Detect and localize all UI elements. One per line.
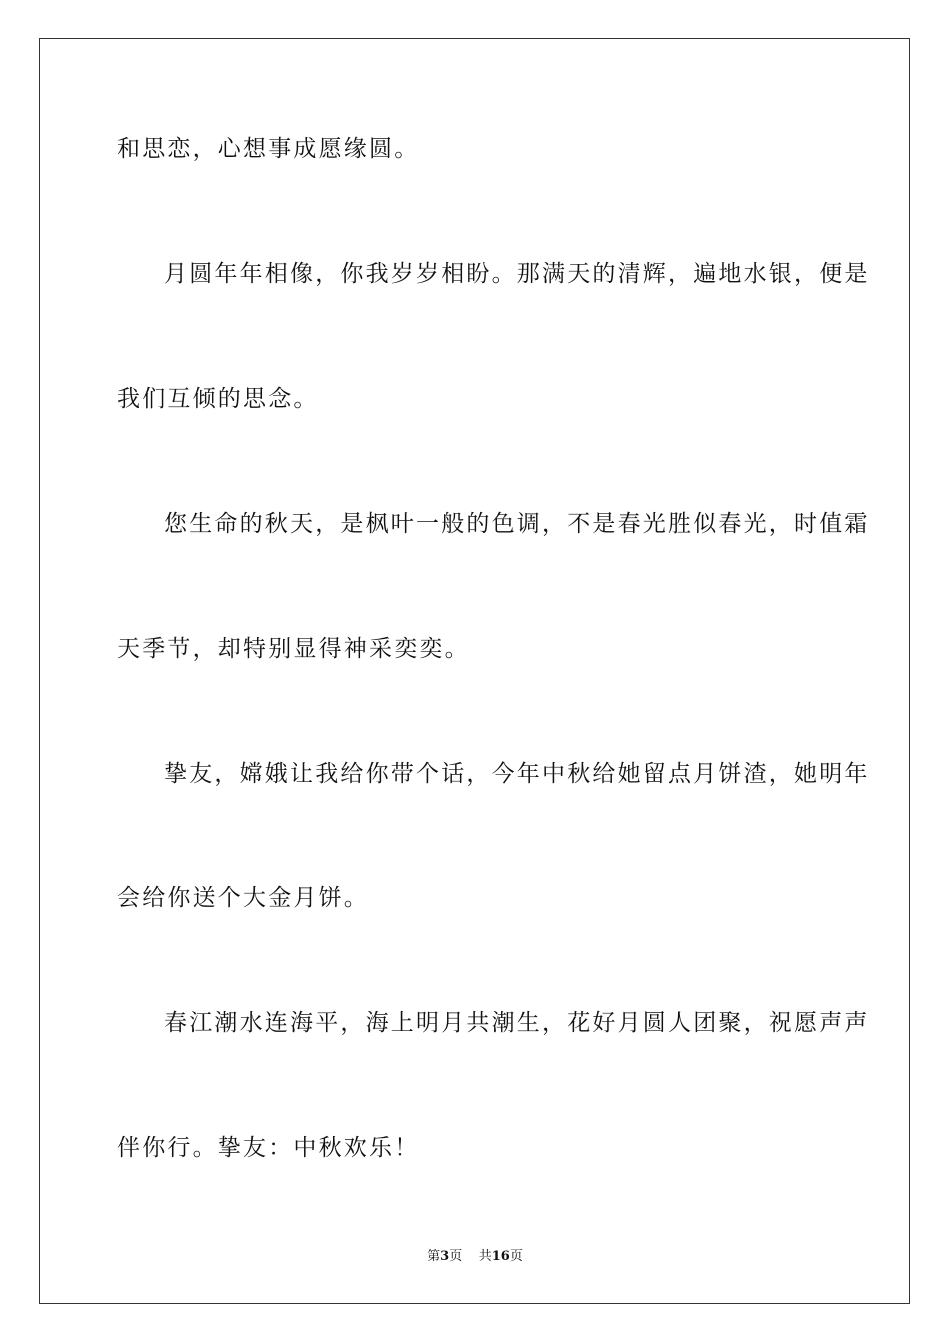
text-line: 挚友，嫦娥让我给你带个话，今年中秋给她留点月饼渣，她明年	[164, 761, 870, 787]
page-number: 3	[440, 1249, 450, 1264]
text-line: 伴你行。挚友：中秋欢乐！	[117, 1135, 420, 1161]
page-prefix: 第	[427, 1249, 441, 1264]
page-footer	[0, 1249, 950, 1265]
text-line: 月圆年年相像，你我岁岁相盼。那满天的清辉，遍地水银，便是	[164, 261, 870, 287]
total-prefix: 共	[478, 1249, 492, 1264]
text-line: 会给你送个大金月饼。	[117, 885, 369, 911]
total-pages: 16	[491, 1249, 510, 1264]
text-line: 您生命的秋天，是枫叶一般的色调，不是春光胜似春光，时值霜	[164, 511, 870, 537]
page-suffix: 页	[449, 1249, 463, 1264]
text-line: 我们互倾的思念。	[117, 386, 319, 412]
text-line: 春江潮水连海平，海上明月共潮生，花好月圆人团聚，祝愿声声	[164, 1010, 870, 1036]
text-line: 和思恋，心想事成愿缘圆。	[117, 136, 420, 162]
page-border	[39, 38, 910, 1304]
total-suffix: 页	[509, 1249, 523, 1264]
text-line: 天季节，却特别显得神采奕奕。	[117, 636, 470, 662]
